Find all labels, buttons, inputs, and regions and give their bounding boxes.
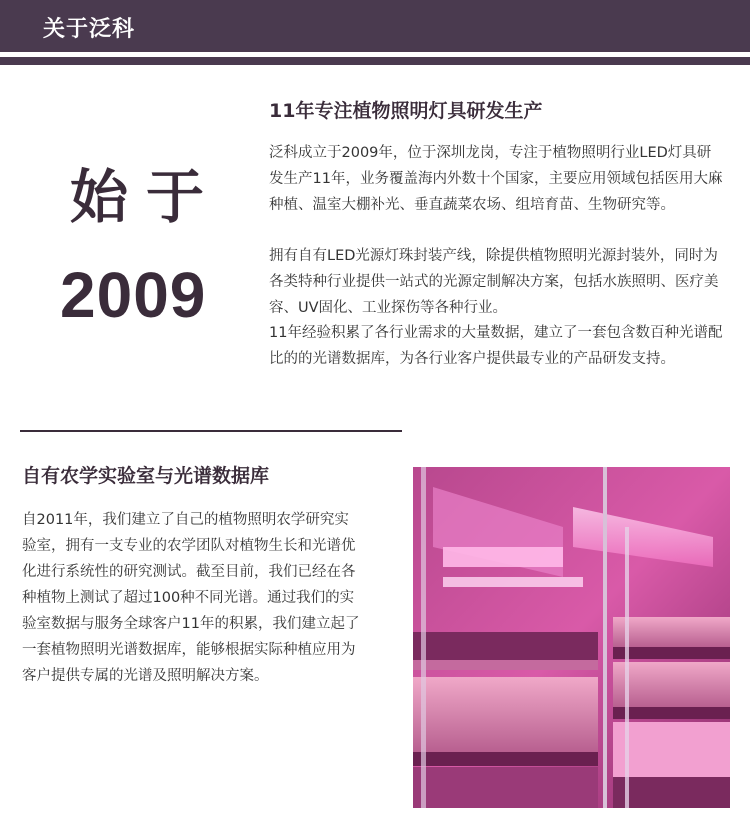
section2-title: 自有农学实验室与光谱数据库: [22, 465, 270, 487]
section1-paragraph-2: 拥有自有LED光源灯珠封装产线，除提供植物照明光源封装外，同时为各类特种行业提供一站式的光源定制解决方案，包括水族照明、医疗美容、UV固化、工业探伤等各种行业。: [269, 248, 719, 316]
section2-paragraph: 自2011年，我们建立了自己的植物照明农学研究实验室，拥有一支专业的农学团队对植物生长和光谱优化进行系统性的研究测试。截至目前，我们已经在各种植物上测试了超过100种不同光谱。通过我们的实验室数据与服务全球客户11年的积累，我们建立起了一套植物照明光谱数据库，能够根据实际种植应用为客户提供专属的光谱及照明解决方案。: [22, 512, 360, 684]
section1-title: 11年专注植物照明灯具研发生产: [269, 100, 543, 122]
header-stripe: [0, 57, 750, 65]
section1-paragraph-1: 泛科成立于2009年，位于深圳龙岗，专注于植物照明行业LED灯具研发生产11年，业务覆盖海内外数十个国家，主要应用领域包括医用大麻种植、温室大棚补光、垂直蔬菜农场、组培育苗、生物研究等。: [269, 145, 723, 213]
section1-paragraph-3: 11年经验积累了各行业需求的大量数据，建立了一套包含数百种光谱配比的的光谱数据库，为各行业客户提供最专业的产品研发支持。: [269, 325, 723, 367]
hero-line-2: 2009: [60, 259, 207, 331]
grow-room-photo: [413, 467, 730, 808]
section-divider: [20, 430, 402, 432]
page-title: 关于泛科: [43, 17, 136, 42]
hero-line-1: 始于: [70, 163, 223, 231]
